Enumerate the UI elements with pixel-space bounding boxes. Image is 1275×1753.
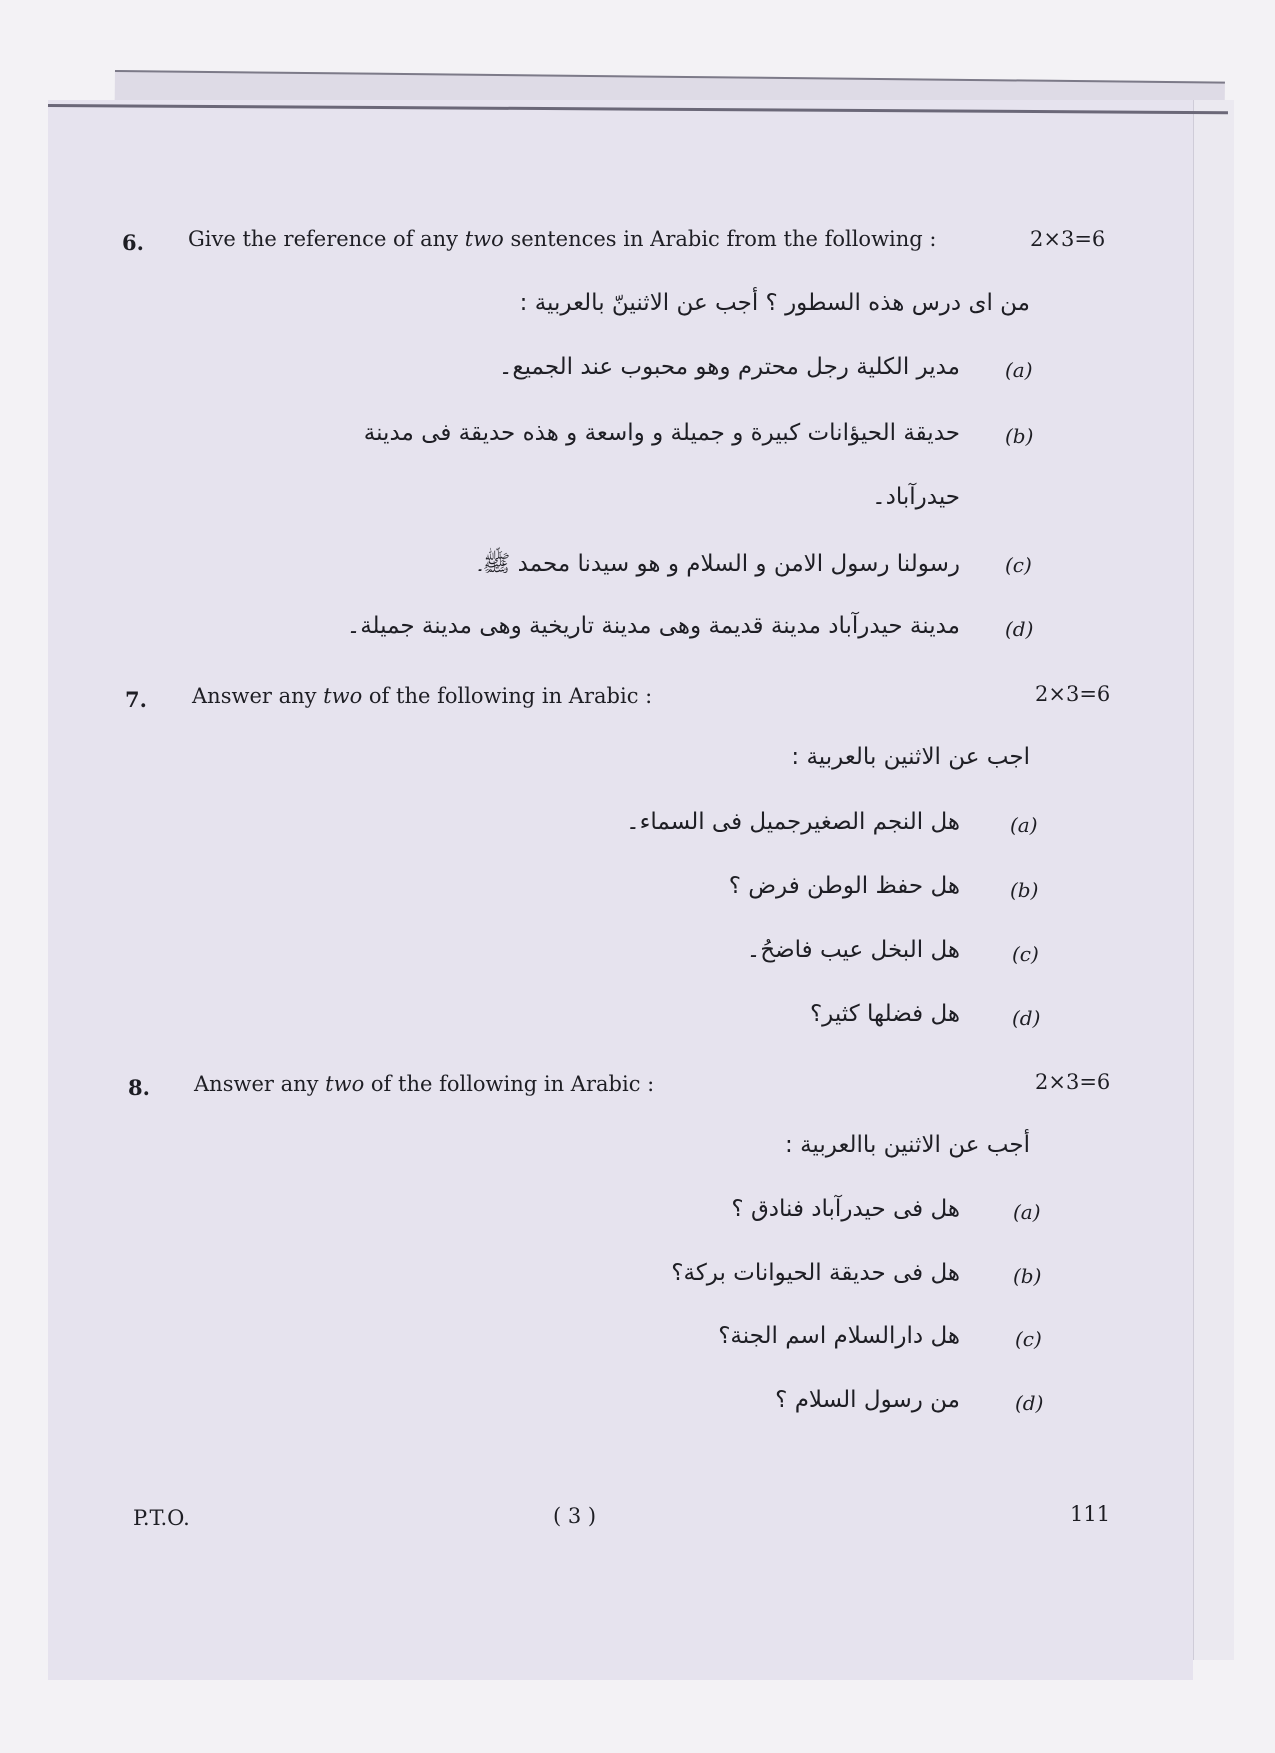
page-number: ( 3 )	[553, 1504, 597, 1528]
option-text: مدير الكلية رجل محترم وهو محبوب عند الجميع۔	[498, 354, 960, 380]
option-label: (d)	[1015, 1391, 1044, 1415]
option-label: (c)	[1015, 1327, 1042, 1351]
option-text: حديقة الحيؤانات كبيرة و جميلة و واسعة و هذه حديقة فى مدينة	[363, 420, 960, 446]
question-text	[194, 1072, 654, 1096]
arabic-instruction: اجب عن الاثنين بالعربية :	[791, 744, 1030, 770]
option-label: (b)	[1013, 1264, 1042, 1288]
option-label: (c)	[1005, 553, 1032, 577]
option-text: هل فى حيدرآباد فنادق ؟	[731, 1196, 960, 1222]
question-marks: 2×3=6	[1035, 1070, 1111, 1094]
paper-code: 111	[1070, 1502, 1111, 1526]
option-label: (a)	[1005, 358, 1033, 382]
option-text: هل فى حديقة الحيوانات بركة؟	[671, 1260, 960, 1286]
option-text: هل دارالسلام اسم الجنة؟	[718, 1323, 960, 1349]
option-label: (a)	[1010, 813, 1038, 837]
option-text: هل البخل عيب فاضحُ۔	[746, 937, 960, 963]
question-text-emphasis: two	[464, 227, 504, 251]
option-text: هل حفظ الوطن فرض ؟	[728, 873, 960, 899]
page-edge	[1193, 100, 1234, 1660]
option-text: مدينة حيدرآباد مدينة قديمة وهى مدينة تاريخية وهى مدينة جميلة۔	[346, 613, 960, 639]
question-marks: 2×3=6	[1030, 227, 1106, 251]
option-label: (b)	[1010, 878, 1039, 902]
question-number: 8.	[128, 1075, 150, 1100]
question-text-emphasis: two	[325, 1072, 365, 1096]
question-text	[188, 227, 936, 251]
pto-label: P.T.O.	[133, 1506, 190, 1530]
option-text: هل فضلها كثير؟	[809, 1001, 960, 1027]
option-text: رسولنا رسول الامن و السلام و هو سيدنا محمد ﷺ۔	[477, 551, 960, 577]
option-label: (c)	[1012, 942, 1039, 966]
option-text-continued: حيدرآباد۔	[872, 484, 960, 510]
question-text-part: of the following in Arabic :	[364, 1072, 655, 1096]
question-text-part: Give the reference of any	[188, 227, 465, 251]
question-text-part: Answer any	[192, 684, 324, 708]
question-text-part: Answer any	[194, 1072, 326, 1096]
option-label: (b)	[1005, 424, 1034, 448]
arabic-instruction: من ای درس هذه السطور ؟ أجب عن الاثنينّ بالعربية :	[519, 290, 1030, 316]
option-label: (a)	[1013, 1200, 1041, 1224]
question-text	[192, 684, 652, 708]
arabic-instruction: أجب عن الاثنين باالعربية :	[785, 1132, 1030, 1158]
option-text: هل النجم الصغيرجميل فى السماء۔	[626, 809, 960, 835]
question-marks: 2×3=6	[1035, 682, 1111, 706]
option-label: (d)	[1005, 617, 1034, 641]
question-number: 7.	[125, 687, 147, 712]
question-text-part: sentences in Arabic from the following :	[503, 227, 937, 251]
question-text-emphasis: two	[323, 684, 363, 708]
question-number: 6.	[122, 230, 144, 255]
question-text-part: of the following in Arabic :	[362, 684, 653, 708]
option-text: من رسول السلام ؟	[775, 1387, 960, 1413]
option-label: (d)	[1012, 1006, 1041, 1030]
